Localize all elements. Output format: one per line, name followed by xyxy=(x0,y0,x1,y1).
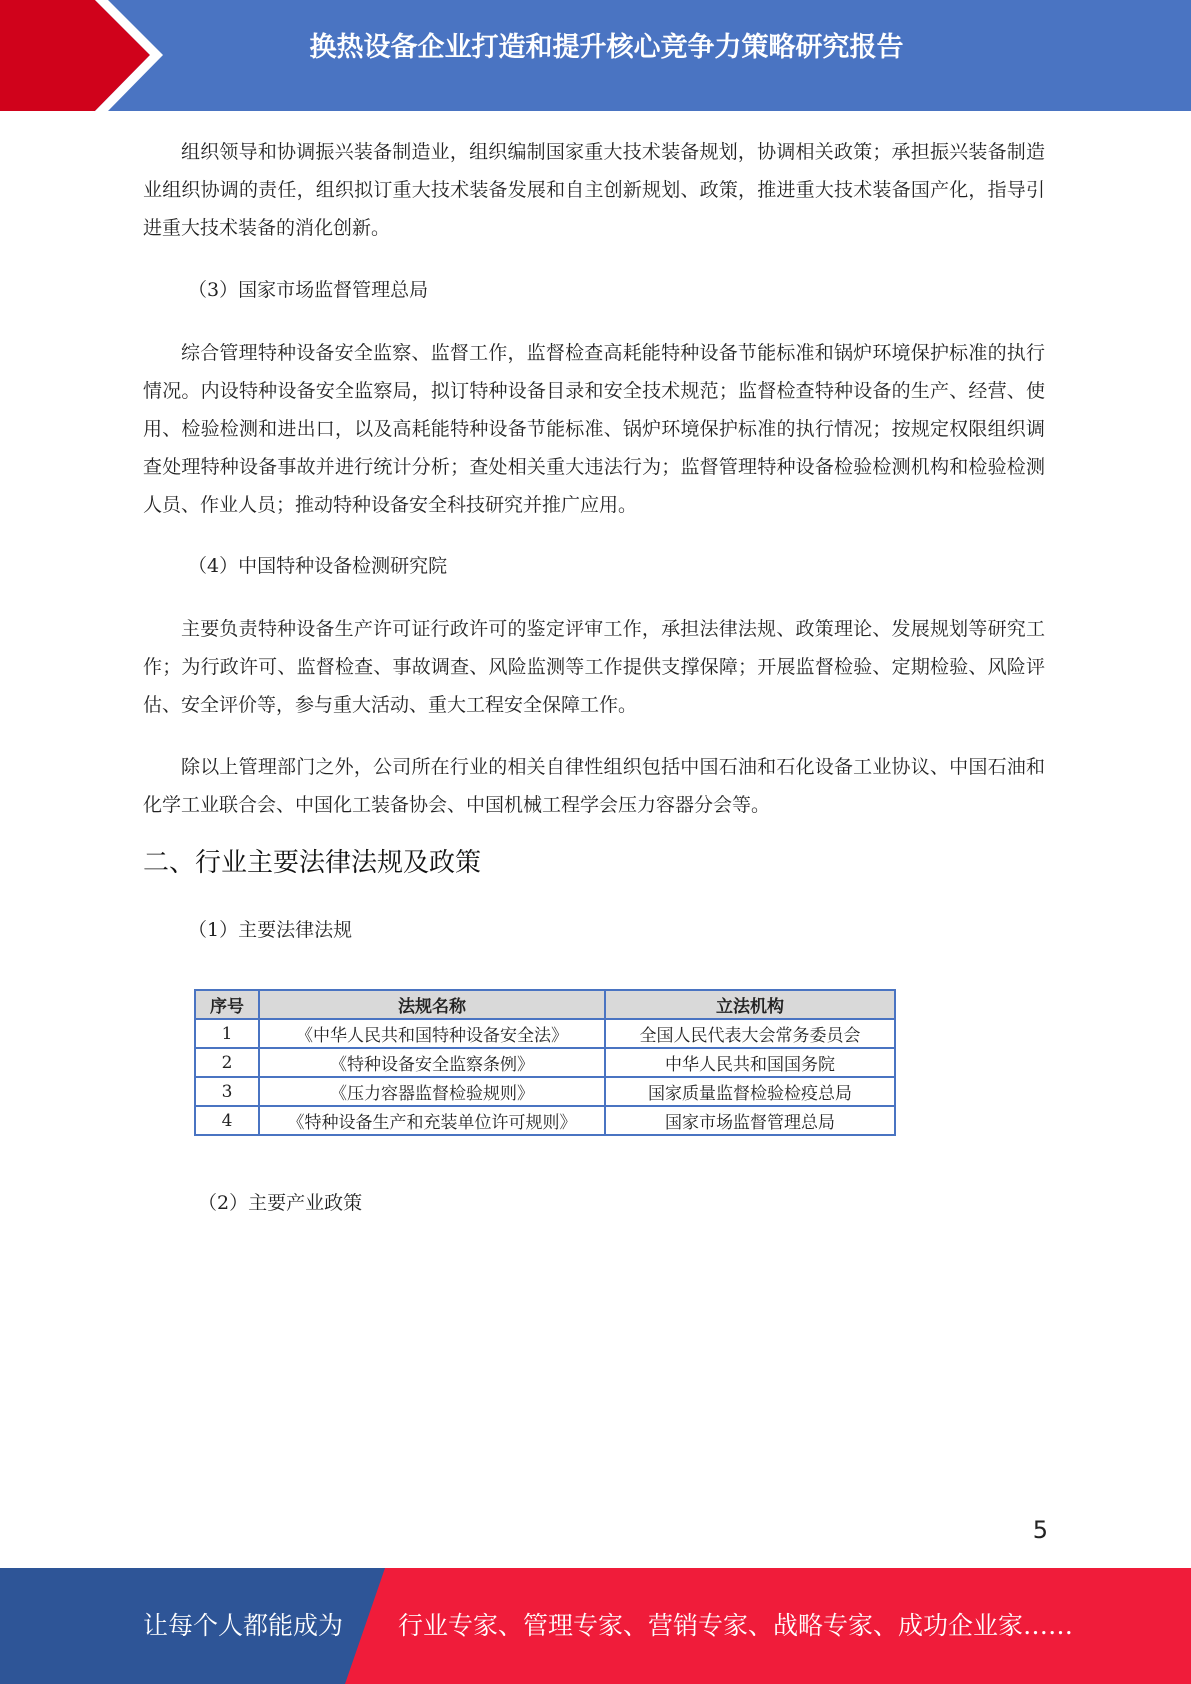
page-footer xyxy=(0,1568,1191,1684)
paragraph-special-equipment-institute: 主要负责特种设备生产许可证行政许可的鉴定评审工作，承担法律法规、政策理论、发展规划等研究工作；为行政许可、监督检查、事故调查、风险监测等工作提供支撑保障；开展监督检验、定期检验、风险评估、安全评价等，参与重大活动、重大工程安全保障工作。 xyxy=(143,618,1045,716)
cell-law-name: 《中华人民共和国特种设备安全法》 xyxy=(259,1019,605,1048)
paragraph-equipment-manufacturing: 组织领导和协调振兴装备制造业，组织编制国家重大技术装备规划，协调相关政策；承担振兴装备制造业组织协调的责任，组织拟订重大技术装备发展和自主创新规划、政策，推进重大技术装备国产化，指导引进重大技术装备的消化创新。 xyxy=(143,141,1045,239)
paragraph-self-regulatory-orgs: 除以上管理部门之外，公司所在行业的相关自律性组织包括中国石油和石化设备工业协议、中国石油和化学工业联合会、中国化工装备协会、中国机械工程学会压力容器分会等。 xyxy=(143,756,1045,816)
table-header-row xyxy=(195,990,895,1019)
paragraph-market-supervision: 综合管理特种设备安全监察、监督工作，监督检查高耗能特种设备节能标准和锅炉环境保护标准的执行情况。内设特种设备安全监察局，拟订特种设备目录和安全技术规范；监督检查特种设备的生产、经营、使用、检验检测和进出口，以及高耗能特种设备节能标准、锅炉环境保护标准的执行情况；按规定权限组织调查处理特种设备事故并进行统计分析；查处相关重大违法行为；监督管理特种设备检验检测机构和检验检测人员、作业人员；推动特种设备安全科技研究并推广应用。 xyxy=(143,342,1045,516)
section-title-laws-and-policies: 二、行业主要法律法规及政策 xyxy=(143,848,482,878)
page-number: 5 xyxy=(1032,1516,1048,1544)
laws-table xyxy=(194,989,896,1136)
table-row xyxy=(195,1048,895,1077)
cell-legislature: 中华人民共和国国务院 xyxy=(605,1048,895,1077)
column-header-legislature: 立法机构 xyxy=(605,990,895,1019)
subheading-main-laws: （1）主要法律法规 xyxy=(188,919,353,941)
cell-legislature: 国家市场监督管理总局 xyxy=(605,1106,895,1135)
table-row xyxy=(195,1019,895,1048)
cell-law-name: 《特种设备安全监察条例》 xyxy=(259,1048,605,1077)
cell-law-name: 《压力容器监督检验规则》 xyxy=(259,1077,605,1106)
cell-law-name: 《特种设备生产和充装单位许可规则》 xyxy=(259,1106,605,1135)
cell-index: 3 xyxy=(195,1077,259,1106)
cell-index: 2 xyxy=(195,1048,259,1077)
cell-index: 4 xyxy=(195,1106,259,1135)
table-row xyxy=(195,1077,895,1106)
cell-index: 1 xyxy=(195,1019,259,1048)
page-header xyxy=(0,0,1191,111)
column-header-law-name: 法规名称 xyxy=(259,990,605,1019)
subheading-special-equipment-institute: （4）中国特种设备检测研究院 xyxy=(188,555,448,577)
footer-slogan-lead: 让每个人都能成为 xyxy=(143,1611,344,1640)
cell-legislature: 国家质量监督检验检疫总局 xyxy=(605,1077,895,1106)
footer-slogan-list: 行业专家、管理专家、营销专家、战略专家、成功企业家…… xyxy=(398,1611,1074,1640)
table-row xyxy=(195,1106,895,1135)
subheading-market-supervision: （3）国家市场监督管理总局 xyxy=(188,279,429,301)
report-title: 换热设备企业打造和提升核心竞争力策略研究报告 xyxy=(309,32,904,63)
cell-legislature: 全国人民代表大会常务委员会 xyxy=(605,1019,895,1048)
column-header-index: 序号 xyxy=(195,990,259,1019)
subheading-industrial-policies: （2）主要产业政策 xyxy=(198,1192,363,1214)
